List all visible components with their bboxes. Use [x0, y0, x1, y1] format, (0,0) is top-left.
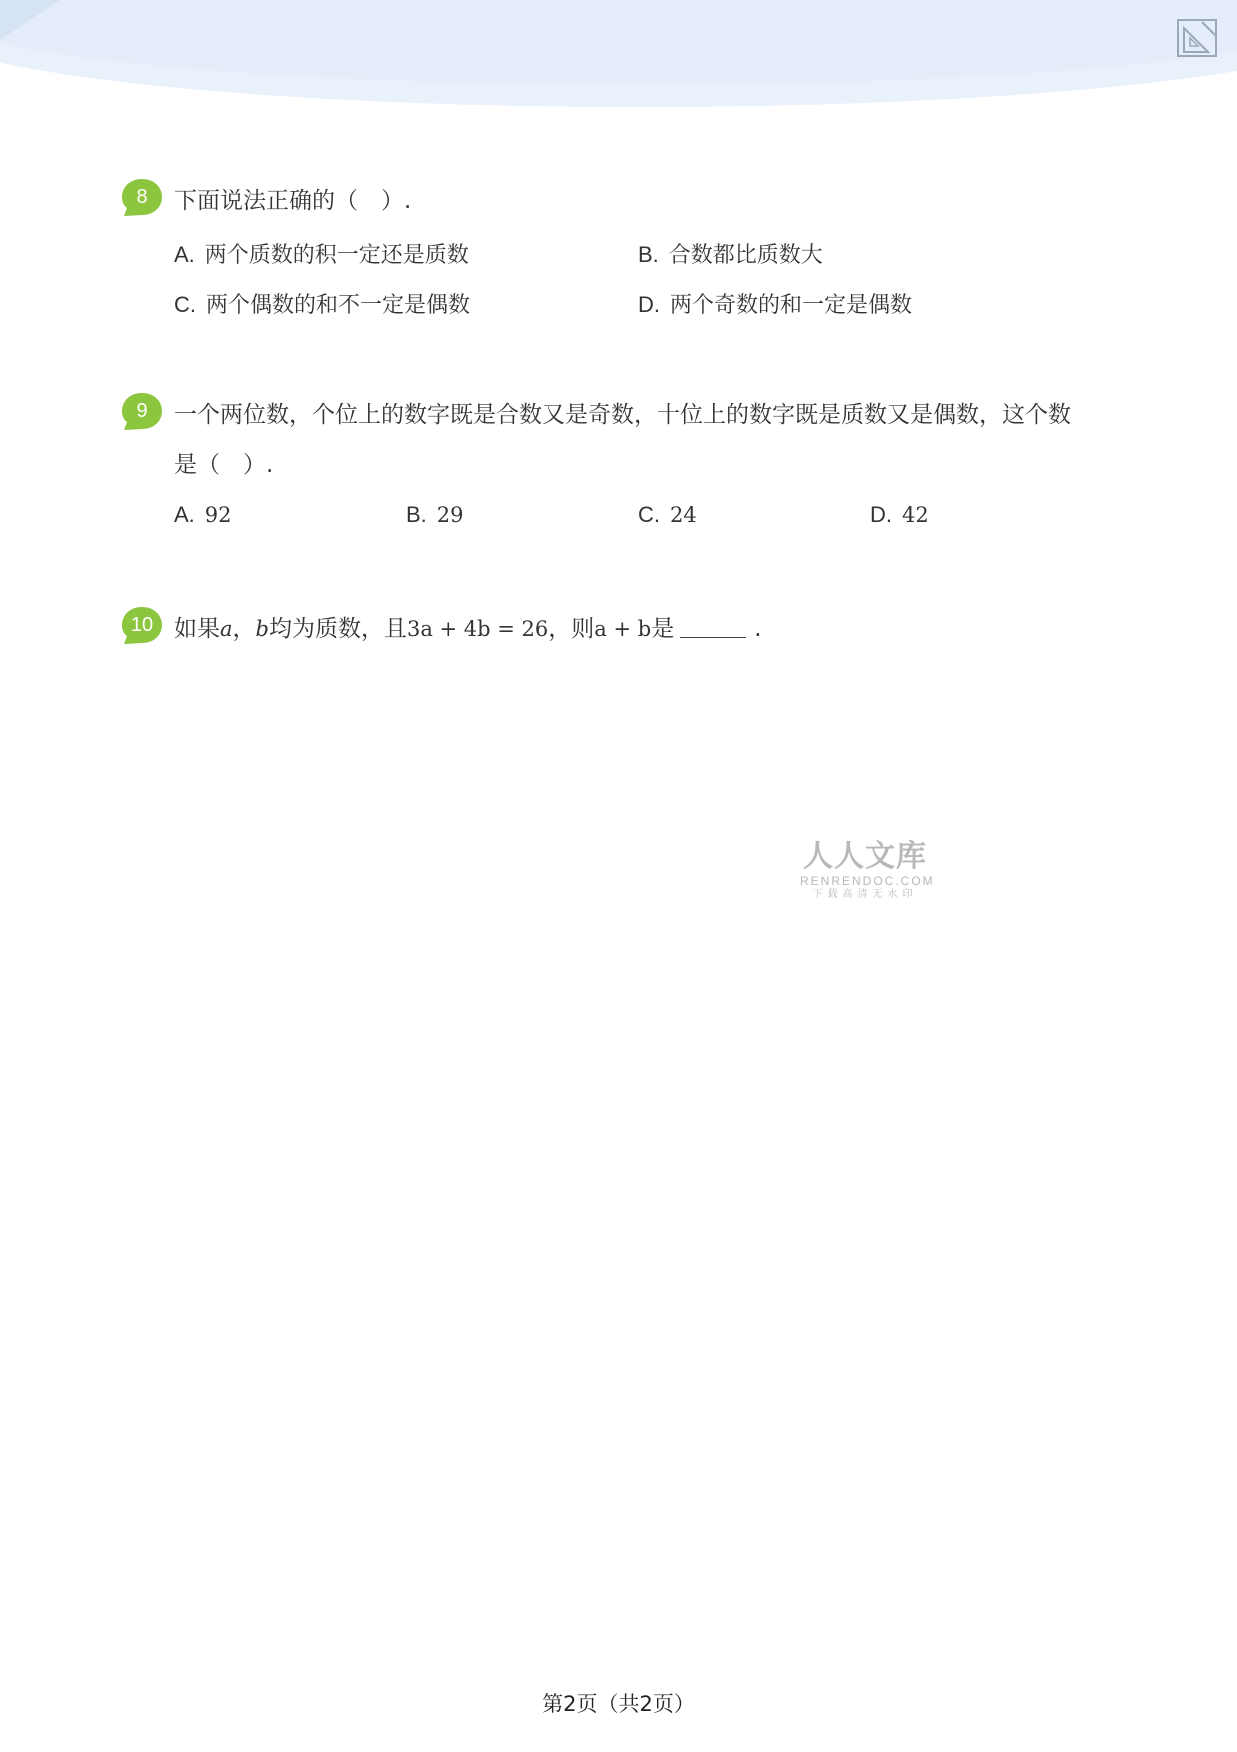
- math-variable-a: a: [220, 617, 233, 641]
- header-decoration: [0, 0, 1237, 120]
- math-sum: a + b: [594, 617, 652, 641]
- option-text: 两个奇数的和一定是偶数: [670, 293, 913, 318]
- option-letter: C.: [638, 502, 660, 527]
- option-b[interactable]: [638, 238, 823, 269]
- stem-text: ，则: [548, 616, 595, 642]
- option-text: 42: [902, 503, 929, 527]
- option-c[interactable]: [638, 502, 697, 528]
- question-stem: [174, 604, 762, 654]
- watermark-title: 人人文库: [803, 839, 927, 874]
- watermark: [800, 839, 935, 902]
- question-stem-line-1: 一个两位数，个位上的数字既是合数又是奇数，十位上的数字既是质数又是偶数，这个数: [174, 402, 1071, 428]
- question-number: 8: [136, 186, 148, 208]
- question-stem: 下面说法正确的（ ）.: [174, 188, 412, 214]
- option-text: 两个偶数的和不一定是偶数: [206, 293, 471, 318]
- option-letter: B.: [406, 502, 427, 527]
- question-number-badge: [120, 178, 164, 218]
- stem-text: ，: [232, 616, 256, 642]
- option-d[interactable]: [870, 502, 929, 528]
- option-letter: A.: [174, 502, 195, 527]
- math-equation: 3a + 4b = 26: [406, 617, 549, 641]
- option-text: 92: [204, 503, 232, 527]
- option-text: 合数都比质数大: [668, 243, 823, 268]
- option-text: 两个质数的积一定还是质数: [204, 243, 469, 268]
- option-text: 24: [670, 503, 697, 527]
- option-c[interactable]: [174, 288, 470, 319]
- option-a[interactable]: [174, 238, 469, 269]
- option-b[interactable]: [406, 502, 464, 528]
- question-stem-line-2: 是（ ）.: [174, 452, 274, 478]
- stem-text: .: [754, 616, 762, 642]
- stem-text: 如果: [174, 616, 220, 642]
- stem-text: 均为质数，且: [268, 616, 407, 642]
- option-d[interactable]: [638, 288, 912, 319]
- question-number: 10: [130, 614, 154, 636]
- option-text: 29: [436, 503, 464, 527]
- set-square-ruler-icon: [1176, 16, 1220, 60]
- option-letter: B.: [638, 242, 659, 267]
- answer-blank[interactable]: [680, 616, 746, 638]
- option-letter: D.: [870, 502, 892, 527]
- stem-text: 是: [651, 616, 675, 642]
- option-letter: A.: [174, 242, 195, 267]
- math-variable-b: b: [255, 617, 269, 641]
- watermark-subtitle: 下载高清无水印: [812, 889, 918, 900]
- question-number-badge: [120, 392, 164, 432]
- question-number-badge: [120, 606, 164, 646]
- page-number: 第2页（共2页）: [542, 1692, 695, 1716]
- option-letter: D.: [638, 292, 660, 317]
- question-number: 9: [136, 400, 148, 422]
- option-a[interactable]: [174, 502, 232, 528]
- watermark-domain: RENRENDOC.COM: [800, 874, 935, 888]
- option-letter: C.: [174, 292, 196, 317]
